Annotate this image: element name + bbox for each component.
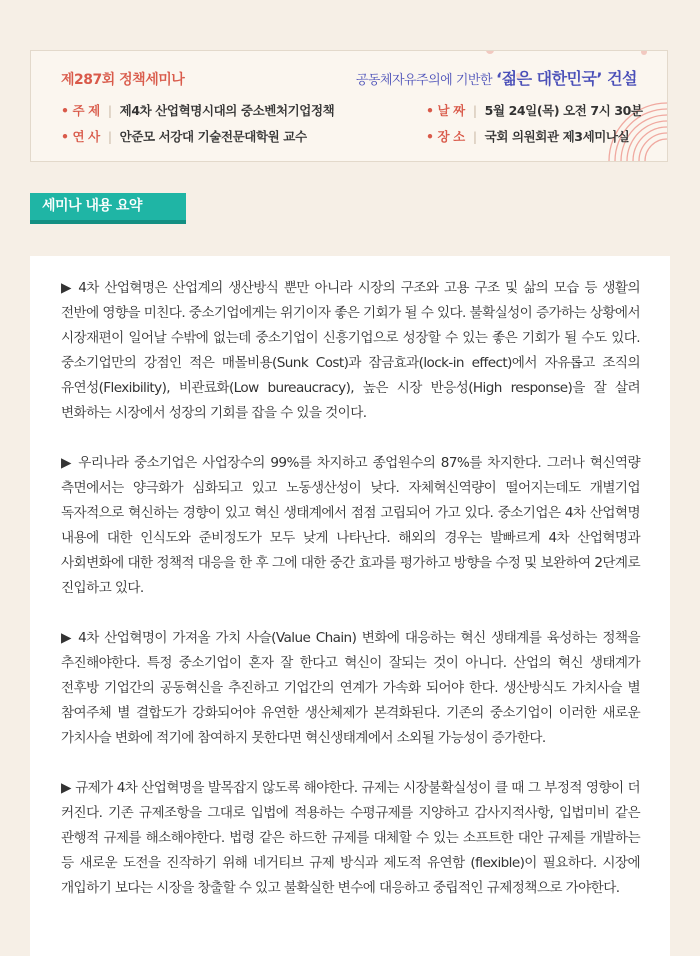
slogan-prefix: 공동체자유주의에 기반한 — [355, 73, 493, 88]
date-value: 5월 24일(목) 오전 7시 30분 — [484, 103, 643, 118]
seminar-header — [30, 50, 668, 162]
date-label: • 날 짜 — [426, 103, 465, 118]
divider: | — [472, 103, 477, 118]
place-value: 국회 의원회관 제3세미나실 — [484, 129, 630, 144]
place-label: • 장 소 — [426, 129, 465, 144]
date-row — [426, 101, 643, 119]
divider: | — [472, 129, 477, 144]
slogan — [356, 66, 637, 89]
divider: | — [107, 129, 112, 144]
summary-paragraph-2: ▶ 우리나라 중소기업은 사업장수의 99%를 차지하고 종업원수의 87%를 차지한다. 그러나 혁신역량 측면에서는 양극화가 심화되고 있고 노동생산성이 낮다. 자체혁신역량이 떨어지는데도 개별기업 독자적으로 혁신하는 경향이 있고 혁신 생태계에서 점점 고립되어 가고 있다. 중소기업은 4차 산업혁명 내용에 대한 인식도와 준비정도가 모두 낮게 나타난다. 해외의 경우는 발빠르게 4차 산업혁명과 사회변화에 대한 정책적 대응을 한 후 그에 대한 중간 효과를 평가하고 방향을 수정 및 보완하여 2단계로 진입하고 있다. — [61, 455, 640, 596]
speaker-value: 안준모 서강대 기술전문대학원 교수 — [119, 129, 307, 144]
summary-paragraph-1: ▶ 4차 산업혁명은 산업계의 생산방식 뿐만 아니라 시장의 구조와 고용 구조 및 삶의 모습 등 생활의 전반에 영향을 미친다. 중소기업에게는 위기이자 좋은 기회가 될 수 있다. 불확실성이 증가하는 상황에서 시장재편이 일어날 수밖에 없는데 중소기업이 신흥기업으로 성장할 수 있는 좋은 기회가 될 수도 있다. 중소기업만의 강점인 적은 매몰비용(Sunk Cost)과 잠금효과(lock-in effect)에서 자유롭고 조직의 유연성(Flexibility), 비관료화(Low bureaucracy), 높은 시장 반응성(High response)을 잘 살려 변화하는 시장에서 성장의 기회를 잡을 수 있을 것이다. — [61, 280, 640, 421]
topic-label: • 주 제 — [61, 103, 100, 118]
section-tag: 세미나 내용 요약 — [30, 193, 186, 220]
place-row — [426, 127, 629, 145]
decor-dot — [641, 50, 647, 55]
topic-row — [61, 101, 334, 119]
divider: | — [107, 103, 112, 118]
summary-paragraph-4: ▶ 규제가 4차 산업혁명을 발목잡지 않도록 해야한다. 규제는 시장불확실성이 클 때 그 부정적 영향이 더 커진다. 기존 규제조항을 그대로 입법에 적용하는 수평규제를 지양하고 감사지적사항, 입법미비 같은 관행적 규제를 해소해야한다. 법령 같은 하드한 규제를 대체할 수 있는 소프트한 대안 규제를 개발하는 등 새로운 도전을 진작하기 위해 네거티브 규제 방식과 제도적 유연함 (flexible)이 필요하다. 시장에 개입하기 보다는 시장을 창출할 수 있고 불확실한 변수에 대응하고 중립적인 규제정책으로 가야한다. — [61, 780, 640, 896]
speaker-row — [61, 127, 307, 145]
slogan-highlight: ‘젊은 대한민국’ 건설 — [496, 69, 637, 88]
decor-dot — [486, 50, 494, 54]
seminar-number: 제287회 정책세미나 — [61, 72, 185, 88]
speaker-label: • 연 사 — [61, 129, 100, 144]
topic-value: 제4차 산업혁명시대의 중소벤처기업정책 — [119, 103, 335, 118]
summary-content — [30, 256, 670, 956]
summary-paragraph-3: ▶ 4차 산업혁명이 가져올 가치 사슬(Value Chain) 변화에 대응하는 혁신 생태계를 육성하는 정책을 추진해야한다. 특정 중소기업이 혼자 잘 한다고 혁신이 잘되는 것이 아니다. 산업의 혁신 생태계가 전후방 기업간의 공동혁신을 추진하고 기업간의 연계가 가속화 되어야 한다. 생산방식도 가치사슬 별 참여주체 별 결합도가 강화되어야 유연한 생산체제가 본격화된다. 기존의 중소기업이 이러한 새로운 가치사슬 변화에 적기에 참여하지 못한다면 혁신생태계에서 소외될 가능성이 증가한다. — [61, 630, 640, 746]
